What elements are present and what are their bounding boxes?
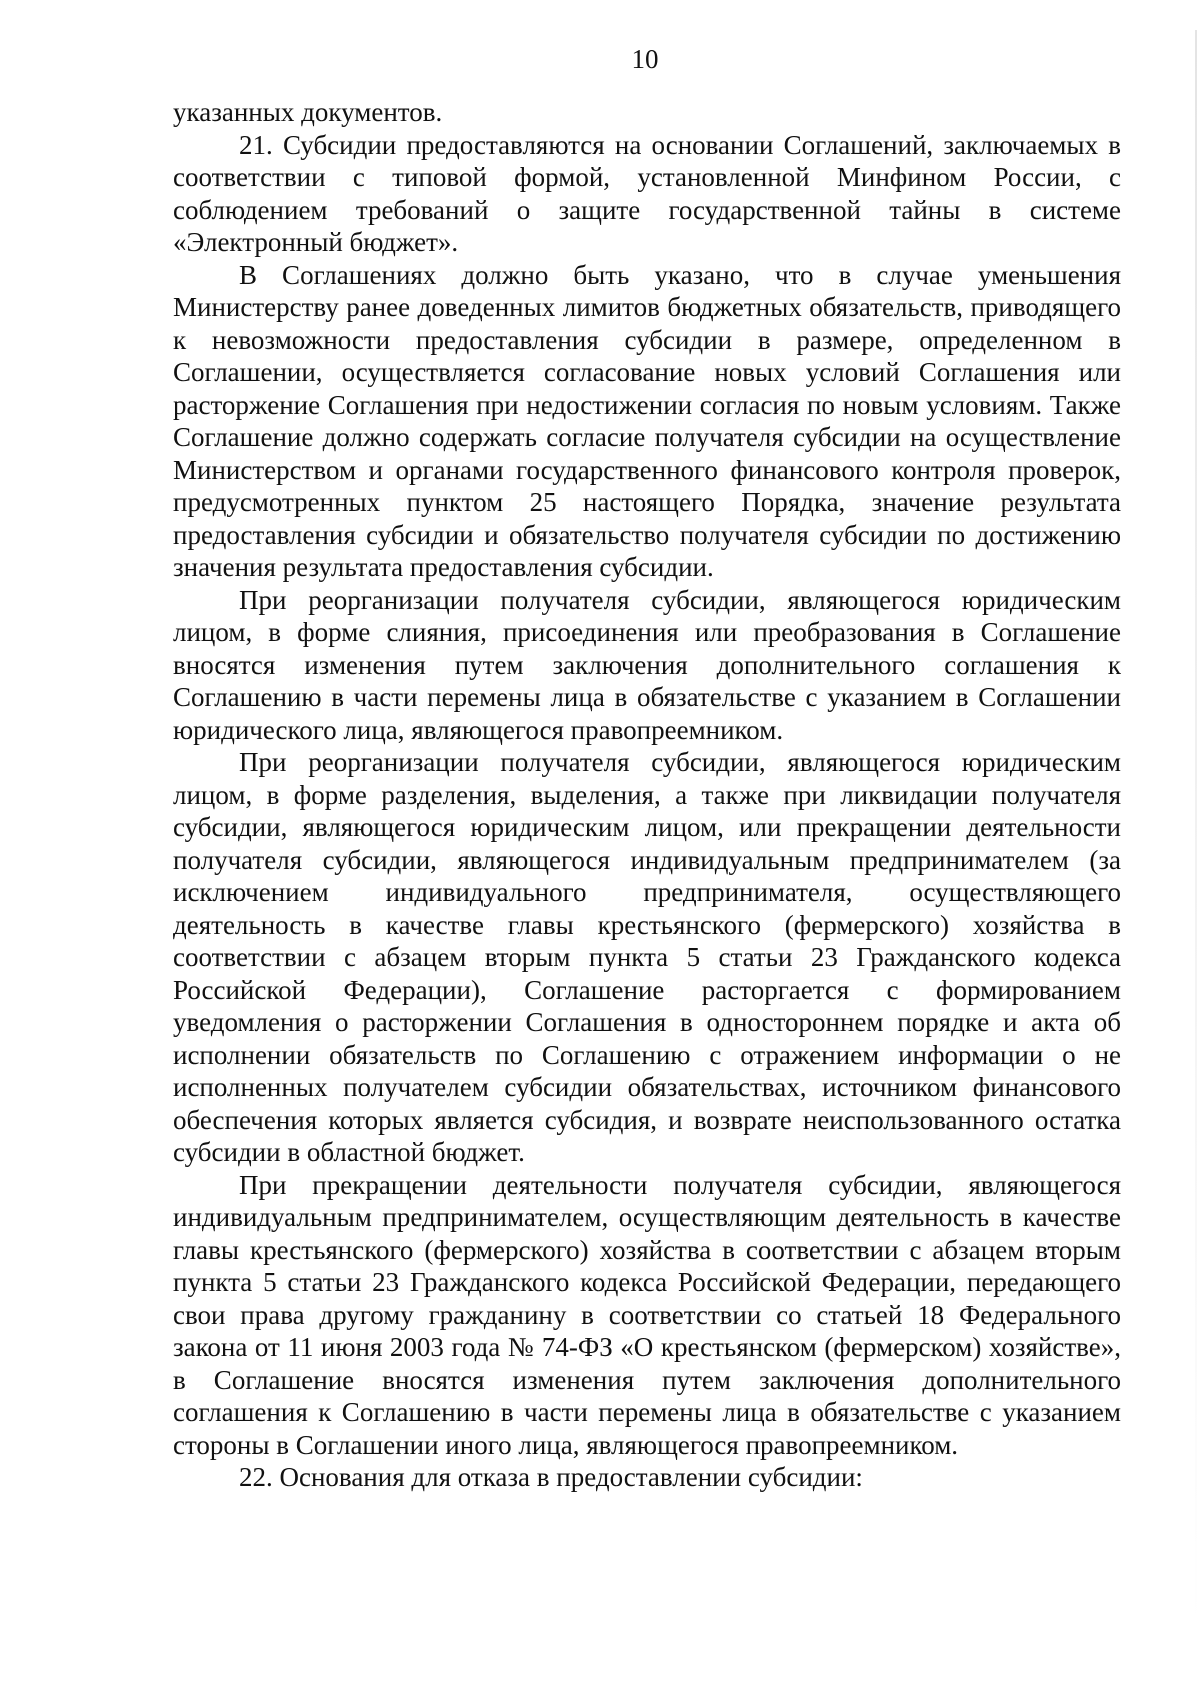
paragraph-reorganization-merger: При реорганизации получателя субсидии, являющегося юридическим лицом, в форме слияния, присоединения или преобразования в Соглашение вносятся изменения путем заключения дополнительного соглашения к Соглашению в части перемены лица в обязательстве с указанием в Соглашении юридического лица, являющегося правопреемником. bbox=[173, 584, 1121, 745]
page-number: 10 bbox=[631, 44, 659, 74]
paragraph-agreement-terms: В Соглашениях должно быть указано, что в случае уменьшения Министерству ранее доведенных лимитов бюджетных обязательств, приводящего к невозможности предоставления субсидии в размере, определенном в Соглашении, осуществляется согласование новых условий Соглашения или расторжение Соглашения при недостижении согласия по новым условиям. Также Соглашение должно содержать согласие получателя субсидии на осуществление Министерством и органами государственного финансового контроля проверок, предусмотренных пунктом 25 настоящего Порядка, значение результата предоставления субсидии и обязательство получателя субсидии по достижению значения результата предоставления субсидии. bbox=[173, 259, 1121, 582]
document-body bbox=[173, 96, 1121, 1494]
scan-edge-shadow bbox=[1195, 30, 1197, 1630]
paragraph-continuation: указанных документов. bbox=[173, 97, 443, 127]
paragraph-reorganization-division: При реорганизации получателя субсидии, являющегося юридическим лицом, в форме разделения, выделения, а также при ликвидации получателя субсидии, являющегося юридическим лицом, или прекращении деятельности получателя субсидии, являющегося индивидуальным предпринимателем (за исключением индивидуального предпринимателя, осуществляющего деятельность в качестве главы крестьянского (фермерского) хозяйства в соответствии с абзацем вторым пункта 5 статьи 23 Гражданского кодекса Российской Федерации), Соглашение расторгается с формированием уведомления о расторжении Соглашения в одностороннем порядке и акта об исполнении обязательств по Соглашению с отражением информации о не исполненных получателем субсидии обязательствах, источником финансового обеспечения которых является субсидия, и возврате неиспользованного остатка субсидии в областной бюджет. bbox=[173, 747, 1121, 1167]
paragraph-clause-22: 22. Основания для отказа в предоставлении субсидии: bbox=[239, 1462, 863, 1492]
paragraph-clause-21: 21. Субсидии предоставляются на основании Соглашений, заключаемых в соответствии с типовой формой, установленной Минфином России, с соблюдением требований о защите государственной тайны в системе «Электронный бюджет». bbox=[173, 129, 1121, 257]
paragraph-termination-entrepreneur: При прекращении деятельности получателя субсидии, являющегося индивидуальным предпринимателем, осуществляющим деятельность в качестве главы крестьянского (фермерского) хозяйства в соответствии с абзацем вторым пункта 5 статьи 23 Гражданского кодекса Российской Федерации, передающего свои права другому гражданину в соответствии со статьей 18 Федерального закона от 11 июня 2003 года № 74-ФЗ «О крестьянском (фермерском) хозяйстве», в Соглашение вносятся изменения путем заключения дополнительного соглашения к Соглашению в части перемены лица в обязательстве с указанием стороны в Соглашении иного лица, являющегося правопреемником. bbox=[173, 1169, 1121, 1460]
